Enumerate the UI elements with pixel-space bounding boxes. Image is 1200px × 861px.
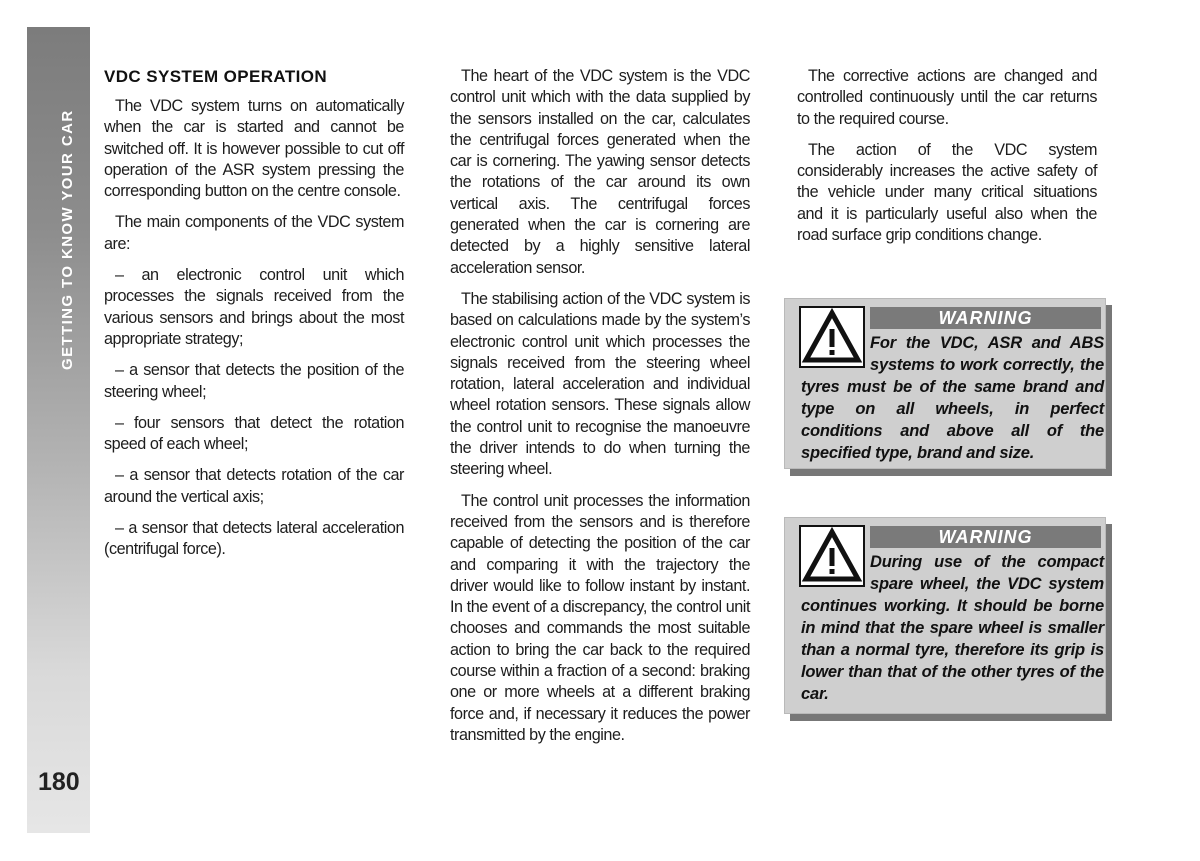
list-item: – a sensor that detects rotation of the car around the vertical axis; xyxy=(104,466,404,506)
section-heading: VDC SYSTEM OPERATION xyxy=(104,67,328,86)
paragraph: The stabilising action of the VDC system is based on calculations made by the system’s electronic control unit which processes the signals received from the steering wheel rotation, lateral acceleration and individual wheel rotation sensors. These signals allow the control unit to recognise the manoeuvre the driver intends to do when turning the steering wheel. xyxy=(450,289,750,479)
warning-text: For the VDC, ASR and ABS systems to work correctly, the tyres must be of the same brand and type on all wheels, in perfect conditions and above all of the specified type, brand and size. xyxy=(801,334,1104,462)
warning-box-tyres xyxy=(784,298,1106,469)
warning-label: WARNING xyxy=(870,307,1101,329)
list-item: – an electronic control unit which processes the signals received from the various sensors and brings about the most appropriate strategy; xyxy=(104,266,404,348)
paragraph: The control unit processes the information received from the sensors and is therefore capable of detecting the position of the car and comparing it with the trajectory the driver would like to follow instant by instant. In the event of a discrepancy, the control unit chooses and commands the most suitable action to bring the car back to the required course within a fraction of a second: braking one or more wheels at a different braking force and, if necessary it reduces the power transmitted by the engine. xyxy=(450,491,750,744)
paragraph: The VDC system turns on automatically when the car is started and cannot be switched off. It is however possible to cut off operation of the ASR system pressing the corresponding button on the centre console. xyxy=(104,97,404,201)
text-column-1 xyxy=(104,66,404,571)
warning-box-spare-wheel xyxy=(784,517,1106,714)
section-title: GETTING TO KNOW YOUR CAR xyxy=(59,109,76,370)
warning-label: WARNING xyxy=(870,526,1101,548)
paragraph: The corrective actions are changed and controlled continuously until the car returns to the required course. xyxy=(797,67,1097,128)
list-item: – a sensor that detects the position of the steering wheel; xyxy=(104,361,404,401)
page-number: 180 xyxy=(38,768,80,796)
list-item: – four sensors that detect the rotation speed of each wheel; xyxy=(104,413,404,454)
list-item: – a sensor that detects lateral acceleration (centrifugal force). xyxy=(104,519,404,559)
warning-text: During use of the compact spare wheel, the VDC system continues working. It should be borne in mind that the spare wheel is smaller than a normal tyre, therefore its grip is lower than that of the other tyres of the car. xyxy=(801,553,1104,703)
paragraph: The action of the VDC system considerably increases the active safety of the vehicle under many critical situations and it is particularly useful also when the road surface grip conditions change. xyxy=(797,140,1097,245)
text-column-3 xyxy=(797,66,1097,256)
text-column-2 xyxy=(450,66,750,756)
paragraph: The main components of the VDC system are: xyxy=(104,213,404,253)
paragraph: The heart of the VDC system is the VDC control unit which with the data supplied by the sensors installed on the car, calculates the centrifugal forces generated when the car is cornering. The yawing sensor detects the rotations of the car around its own vertical axis. The centrifugal forces generated when the car is cornering are detected by a highly sensitive lateral acceleration sensor. xyxy=(450,67,750,277)
